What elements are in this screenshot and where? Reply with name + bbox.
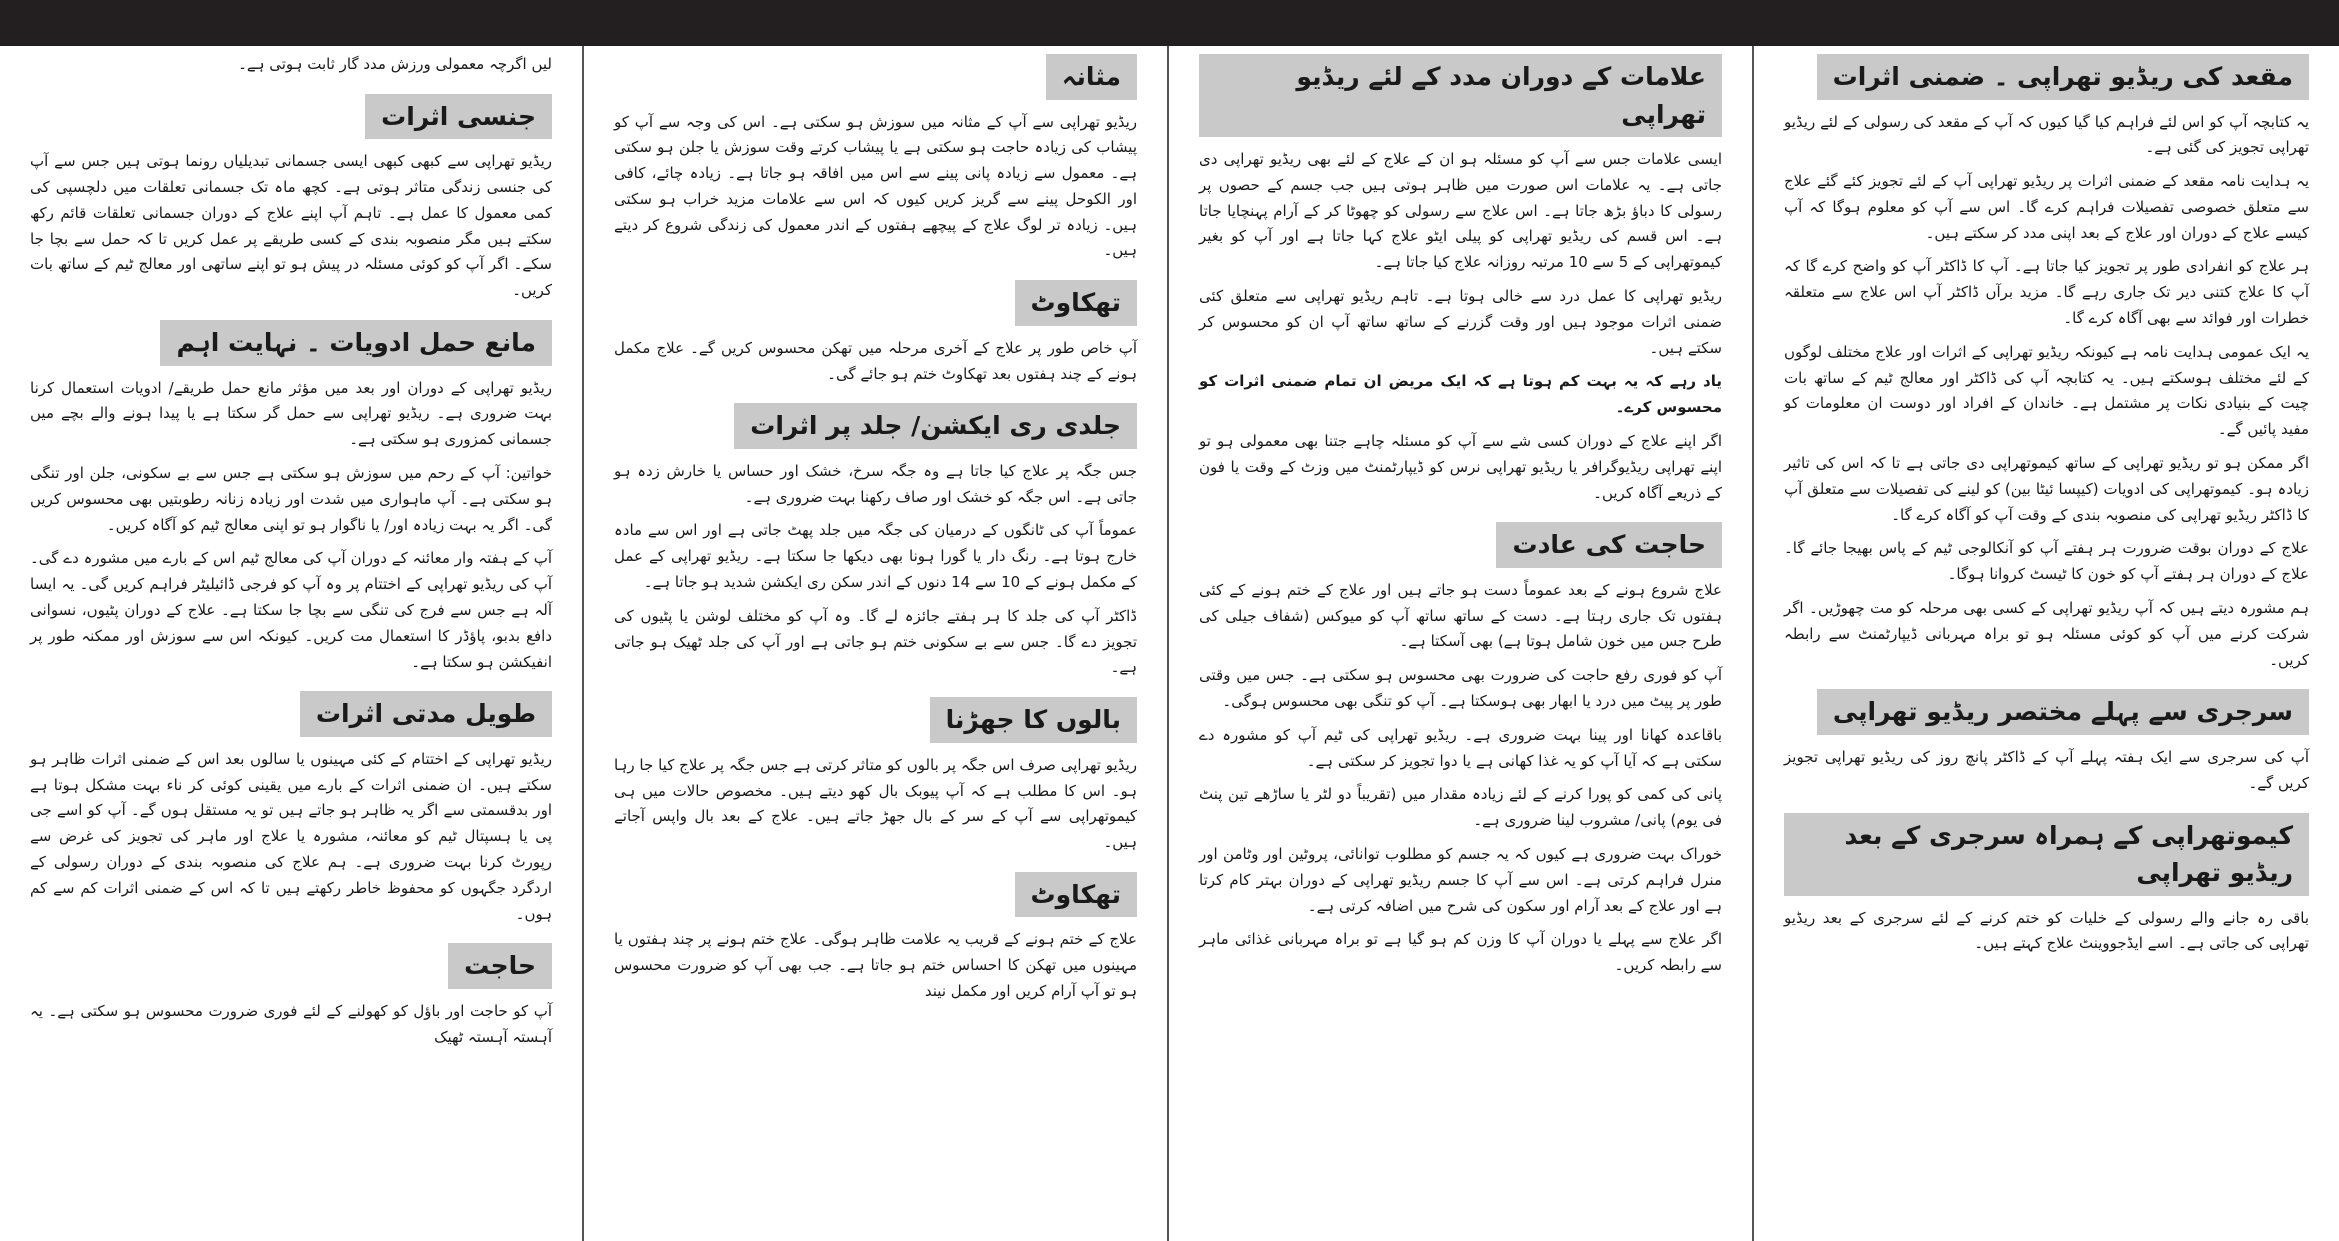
heading-hair-loss: بالوں کا جھڑنا xyxy=(930,697,1137,743)
heading-rectal-radiotherapy-side-effects: مقعد کی ریڈیو تھراپی ۔ ضمنی اثرات xyxy=(1817,54,2309,100)
paragraph: خوراک بہت ضروری ہے کیوں کہ یہ جسم کو مطلوب توانائی، پروٹین اور وٹامن اور منرل فراہم کرتی ہے۔ اس سے آپ کا جسم ریڈیو تھراپی کے دوران بہتر کام کرتا ہے اور علاج کے بعد آرام اور سکون کی شرح میں اضافہ کرتی ہے۔ xyxy=(1199,845,1722,915)
paragraph-continued: لیں اگرچہ معمولی ورزش مدد گار ثابت ہوتی ہے۔ xyxy=(238,55,552,73)
heading-contraception: مانع حمل ادویات ۔ نہایت اہم xyxy=(160,320,552,366)
heading-sexual-effects: جنسی اثرات xyxy=(365,94,552,140)
paragraph: ریڈیو تھراپی کا عمل درد سے خالی ہوتا ہے۔ تاہم ریڈیو تھراپی سے متعلق کئی ضمنی اثرات موجود ہیں اور وقت گزرنے کے ساتھ ساتھ آپ ان کو محسوس کر سکتے ہیں۔ xyxy=(1199,286,1722,357)
column-4 xyxy=(0,46,584,1241)
paragraph: ریڈیو تھراپی صرف اس جگہ پر بالوں کو متاثر کرتی ہے جس جگہ پر علاج کیا جا رہا ہو۔ اس کا مطلب ہے کہ آپ پیوبک بال کھو دیتے ہیں۔ مخصوص حالات میں ہی کیموتھراپی سے آپ کے سر کے بال جھڑ جاتے ہیں۔ علاج کے بعد بال واپس آجاتے ہیں۔ xyxy=(614,755,1137,852)
paragraph: اگر علاج سے پہلے یا دوران آپ کا وزن کم ہو گیا ہے تو براہ مہربانی غذائی ماہر سے رابطہ کریں۔ xyxy=(1199,930,1722,975)
heading-short-preop-radiotherapy: سرجری سے پہلے مختصر ریڈیو تھراپی xyxy=(1817,689,2309,735)
heading-fatigue: تھکاوٹ xyxy=(1015,280,1137,326)
paragraph: یہ ہدایت نامہ مقعد کے ضمنی اثرات پر ریڈیو تھراپی آپ کے لئے تجویز کئے گئے علاج سے متعلق خصوصی تفصیلات فراہم کرے گا۔ اس سے آپ کو معلوم ہوگا کہ آپ کیسے علاج کے دوران اور علاج کے بعد اپنی مدد کر سکتے ہیں۔ xyxy=(1784,172,2309,242)
bold-note: یاد رہے کہ یہ بہت کم ہوتا ہے کہ ایک مریض ان تمام ضمنی اثرات کو محسوس کرے۔ xyxy=(1199,372,1722,417)
heading-long-term-effects: طویل مدتی اثرات xyxy=(300,691,552,737)
paragraph: ریڈیو تھراپی کے اختتام کے کئی مہینوں یا سالوں بعد اس کے ضمنی اثرات ظاہر ہو سکتے ہیں۔ ان ضمنی اثرات کے بارے میں یقینی کوئی کر ناء بہت مشکل ہوتا ہے اور بدقسمتی سے اگر یہ ظاہر ہو جاتے ہیں تو یہ مستقل ہوں گے۔ آپ کو اسے جی پی یا ہسپتال ٹیم کو معائنہ، مشورہ یا علاج اور ماہر کی تجویز کی غرض سے رپورٹ کرنا بہت ضروری ہے۔ ہم علاج کی منصوبہ بندی کے دوران رسولی کے اردگرد جگہوں کو محفوظ خاطر رکھتے ہیں تا کہ اس کے ضمنی اثرات کم سے کم ہوں۔ xyxy=(30,749,552,923)
column-2 xyxy=(1169,46,1754,1241)
paragraph: ہر علاج کو انفرادی طور پر تجویز کیا جاتا ہے۔ آپ کا ڈاکٹر آپ کو واضح کرے گا کہ آپ کا علاج کتنی دیر تک جاری رہے گا۔ مزید برآں ڈاکٹر آپ اس علاج سے متعلقہ خطرات اور فوائد سے بھی آگاہ کرے گا۔ xyxy=(1784,257,2309,328)
paragraph: آپ کو فوری رفع حاجت کی ضرورت بھی محسوس ہو سکتی ہے۔ جس میں وقتی طور پر پیٹ میں درد یا ابھار بھی ہوسکتا ہے۔ آپ کو تنگی بھی محسوس ہوگی۔ xyxy=(1199,666,1722,711)
heading-bowel: حاجت xyxy=(448,943,552,989)
paragraph: ہم مشورہ دیتے ہیں کہ آپ ریڈیو تھراپی کے کسی بھی مرحلہ کو مت چھوڑیں۔ اگر شرکت کرنے میں آپ کو کوئی مسئلہ ہو تو براہ مہربانی ڈیپارٹمنٹ سے رابطہ کریں۔ xyxy=(1784,599,2309,669)
heading-skin-reaction: جلدی ری ایکشن/ جلد پر اثرات xyxy=(734,403,1137,449)
heading-bowel-habits: حاجت کی عادت xyxy=(1496,522,1722,568)
column-3 xyxy=(584,46,1169,1241)
paragraph: پانی کی کمی کو پورا کرنے کے لئے زیادہ مقدار میں (تقریباً دو لٹر یا ساڑھے تین پنٹ فی یوم) پانی/ مشروب لینا ضروری ہے۔ xyxy=(1199,785,1722,830)
paragraph: جس جگہ پر علاج کیا جاتا ہے وہ جگہ سرخ، خشک اور حساس یا خارش زدہ ہو جاتی ہے۔ اس جگہ کو خشک اور صاف رکھنا بہت ضروری ہے۔ xyxy=(614,461,1137,506)
paragraph: آپ خاص طور پر علاج کے آخری مرحلہ میں تھکن محسوس کریں گے۔ علاج مکمل ہونے کے چند ہفتوں بعد تھکاوٹ ختم ہو جائے گی۔ xyxy=(614,338,1137,383)
heading-postop-chemoradiotherapy: کیموتھراپی کے ہمراہ سرجری کے بعد ریڈیو تھراپی xyxy=(1784,813,2309,896)
paragraph: علاج کے دوران بوقت ضرورت ہر ہفتے آپ کو آنکالوجی ٹیم کے پاس بھیجا جائے گا۔ علاج کے دوران ہر ہفتے آپ کو خون کا ٹیسٹ کروانا ہوگا۔ xyxy=(1784,539,2309,584)
paragraph: ایسی علامات جس سے آپ کو مسئلہ ہو ان کے علاج کے لئے بھی ریڈیو تھراپی دی جاتی ہے۔ یہ علامات اس صورت میں ظاہر ہوتی ہیں جب جسم کے حصوں پر رسولی کا دباؤ بڑھ جاتا ہے۔ اس علاج سے رسولی کو چھوٹا کر کے آرام پہنچایا جاتا ہے۔ اس قسم کی ریڈیو تھراپی کو پیلی ایٹو علاج کہا جاتا ہے اور آپ کو بغیر کیموتھراپی کے 5 سے 10 مرتبہ روزانہ علاج کیا جاتا ہے۔ xyxy=(1199,150,1722,272)
paragraph: باقی رہ جانے والے رسولی کے خلیات کو ختم کرنے کے لئے سرجری کے بعد ریڈیو تھراپی کی جاتی ہے۔ اسے ایڈجووینٹ علاج کہتے ہیں۔ xyxy=(1784,908,2309,953)
paragraph: آپ کے ہفتہ وار معائنہ کے دوران آپ کی معالج ٹیم اس کے بارے میں مشورہ دے گی۔ آپ کی ریڈیو تھراپی کے اختتام پر وہ آپ کو فرجی ڈائیلیٹر فراہم کریں گی۔ یہ ایسا آلہ ہے جس سے فرج کی تنگی سے بچا جا سکتا ہے۔ علاج کے دوران پٹیوں، نسوانی دافع بدبو، پاؤڈر کا استعمال مت کریں۔ کیونکہ اس سے سوزش اور ممکنہ طور پر انفیکشن ہو سکتا ہے۔ xyxy=(30,549,552,671)
paragraph: ریڈیو تھراپی سے کبھی کبھی ایسی جسمانی تبدیلیاں رونما ہوتی ہیں جس سے آپ کی جنسی زندگی متاثر ہوتی ہے۔ کچھ ماہ تک جسمانی تعلقات میں دلچسپی کی کمی معمول کا عمل ہے۔ تاہم آپ اپنے علاج کے دوران جسمانی تعلقات قائم رکھ سکتے ہیں مگر منصوبہ بندی کے کسی طریقے پر عمل کریں تا کہ حمل سے بچا جا سکے۔ اگر آپ کو کوئی مسئلہ در پیش ہو تو اپنے ساتھی اور معالج ٹیم کے ساتھ بات کریں۔ xyxy=(30,152,552,300)
paragraph: خواتین: آپ کے رحم میں سوزش ہو سکتی ہے جس سے بے سکونی، جلن اور تنگی ہو سکتی ہے۔ آپ ماہواری میں شدت اور زیادہ زنانہ رطوبتیں بھی محسوس کریں گی۔ اگر یہ بہت زیادہ اور/ یا ناگوار ہو تو اپنی معالج ٹیم کو آگاہ کریں۔ xyxy=(30,463,552,534)
top-black-bar xyxy=(0,0,2339,46)
paragraph: ڈاکٹر آپ کی جلد کا ہر ہفتے جائزہ لے گا۔ وہ آپ کو مختلف لوشن یا پٹیوں کی تجویز دے گا۔ جس سے بے سکونی ختم ہو جاتی ہے اور آپ کی جلد ٹھیک ہو جاتی ہے۔ xyxy=(614,606,1137,677)
paragraph: علاج شروع ہونے کے بعد عموماً دست ہو جاتے ہیں اور علاج کے ختم ہونے کے کئی ہفتوں تک جاری رہتا ہے۔ دست کے ساتھ ساتھ آپ کو میوکس (شفاف جیلی کی طرح جس میں خون شامل ہوتا ہے) بھی آسکتا ہے۔ xyxy=(1199,580,1722,651)
paragraph: آپ کو حاجت اور باؤل کو کھولنے کے لئے فوری ضرورت محسوس ہو سکتی ہے۔ یہ آہستہ آہستہ ٹھیک xyxy=(30,1001,552,1046)
heading-fatigue-2: تھکاوٹ xyxy=(1015,872,1137,918)
paragraph: علاج کے ختم ہونے کے قریب یہ علامت ظاہر ہوگی۔ علاج ختم ہونے پر چند ہفتوں یا مہینوں میں تھکن کا احساس ختم ہو جاتا ہے۔ جب بھی آپ کو ضرورت محسوس ہو تو آپ آرام کریں اور مکمل نیند xyxy=(614,930,1137,1001)
paragraph: ریڈیو تھراپی کے دوران اور بعد میں مؤثر مانع حمل طریقے/ ادویات استعمال کرنا بہت ضروری ہے۔ ریڈیو تھراپی سے حمل گر سکتا ہے یا پیدا ہونے والے بچے میں جسمانی کمزوری ہو سکتی ہے۔ xyxy=(30,378,552,449)
paragraph: اگر اپنے علاج کے دوران کسی شے سے آپ کو مسئلہ چاہے جتنا بھی معمولی ہو تو اپنے تھراپی ریڈیوگرافر یا ریڈیو تھراپی نرس کو ڈیپارٹمنٹ میں وزٹ کے وقت یا فون کے ذریعے آگاہ کریں۔ xyxy=(1199,431,1722,502)
paragraph: ریڈیو تھراپی سے آپ کے مثانہ میں سوزش ہو سکتی ہے۔ اس کی وجہ سے آپ کو پیشاب کی زیادہ حاجت ہو سکتی ہے یا پیشاب کرتے وقت سوزش یا جلن ہو سکتی ہے۔ معمول سے زیادہ پانی پینے سے اس میں افاقہ ہو جاتا ہے۔ زیادہ چائے، کافی اور الکوحل پینے سے گریز کریں کیوں کہ اس سے علامات مزید خراب ہو سکتی ہیں۔ زیادہ تر لوگ علاج کے پیچھے ہفتوں کے اندر معمول کی زندگی شروع کر دیتے ہیں۔ xyxy=(614,112,1137,260)
heading-palliative-radiotherapy: علامات کے دوران مدد کے لئے ریڈیو تھراپی xyxy=(1199,54,1722,137)
heading-bladder: مثانہ xyxy=(1046,54,1137,100)
column-1 xyxy=(1754,46,2339,1241)
paragraph: عموماً آپ کی ٹانگوں کے درمیان کی جگہ میں جلد پھٹ جاتی ہے اور اس سے مادہ خارج ہوتا ہے۔ رنگ دار یا گورا ہونا بھی دیکھا جا سکتا ہے۔ ریڈیو تھراپی کے عمل کے مکمل ہونے کے 10 سے 14 دنوں کے اندر سکن ری ایکشن شدید ہو جاتا ہے۔ xyxy=(614,521,1137,592)
paragraph: باقاعدہ کھانا اور پینا بہت ضروری ہے۔ ریڈیو تھراپی کی ٹیم آپ کو مشورہ دے سکتی ہے کہ آیا آپ کو یہ غذا کھانی ہے یا دوا تجویز کر سکتی ہے۔ xyxy=(1199,725,1722,770)
paragraph: اگر ممکن ہو تو ریڈیو تھراپی کے ساتھ کیموتھراپی دی جاتی ہے تا کہ اس کی تاثیر زیادہ ہو۔ کیموتھراپی کی ادویات (کیپسا ئیٹا بین) کو لینے کی تفصیلات سے متعلق آپ کا ڈاکٹر ریڈیو تھراپی کی منصوبہ بندی کے وقت آپ کو آگاہ کرے گا۔ xyxy=(1784,454,2309,524)
paragraph: آپ کی سرجری سے ایک ہفتہ پہلے آپ کے ڈاکٹر پانچ روز کی ریڈیو تھراپی تجویز کریں گے۔ xyxy=(1784,747,2309,792)
paragraph: یہ ایک عمومی ہدایت نامہ ہے کیونکہ ریڈیو تھراپی کے اثرات اور علاج مختلف لوگوں کے لئے مختلف ہوسکتے ہیں۔ یہ کتابچہ آپ کی ڈاکٹر اور معالج ٹیم کے ساتھ بات چیت کے بنیادی نکات پر مشتمل ہے۔ خاندان کے افراد اور دوست ان معلومات کو مفید پائیں گے۔ xyxy=(1784,342,2309,439)
paragraph: یہ کتابچہ آپ کو اس لئے فراہم کیا گیا کیوں کہ آپ کے مقعد کی رسولی کے لئے ریڈیو تھراپی تجویز کی گئی ہے۔ xyxy=(1784,112,2309,157)
